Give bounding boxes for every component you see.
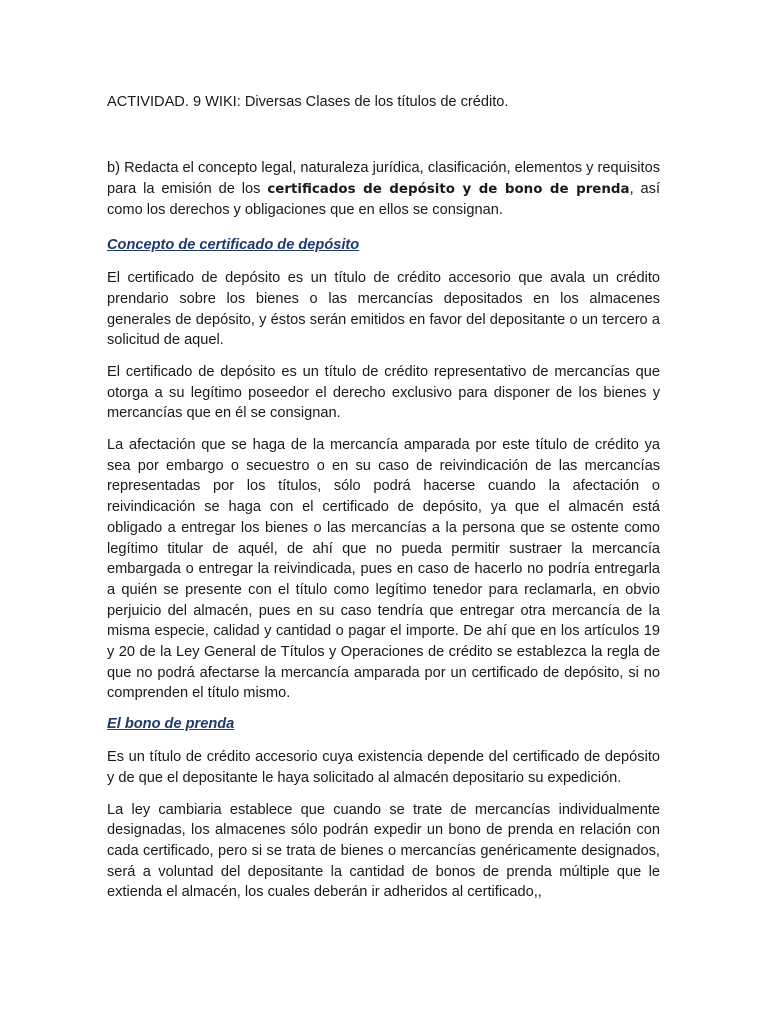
section-heading-bono-prenda: El bono de prenda xyxy=(107,716,235,733)
document-title: ACTIVIDAD. 9 WIKI: Diversas Clases de los títulos de crédito. xyxy=(107,94,509,110)
intro-bold-text: certificados de depósito y de bono de prenda xyxy=(267,181,630,197)
paragraph: Es un título de crédito accesorio cuya existencia depende del certificado de depósito y de que el depositante le haya solicitado al almacén depositario su expedición. xyxy=(107,749,660,786)
section-heading-certificado: Concepto de certificado de depósito xyxy=(107,237,360,254)
paragraph: El certificado de depósito es un título de crédito accesorio que avala un crédito prendario sobre los bienes o las mercancías depositados en los almacenes generales de depósito, y éstos serán emitidos en favor del depositante o un tercero a solicitud de aquel. xyxy=(107,270,660,349)
paragraph: El certificado de depósito es un título de crédito representativo de mercancías que otorga a su legítimo poseedor el derecho exclusivo para disponer de los bienes y mercancías que en él se consignan. xyxy=(107,363,660,422)
paragraph: La ley cambiaria establece que cuando se trate de mercancías individualmente designadas, los almacenes sólo podrán expedir un bono de prenda en relación con cada certificado, pero si se trata de bienes o mercancías genéricamente designados, será a voluntad del depositante la cantidad de bonos de prenda múltiple que le extienda el almacén, los cuales deberán ir adheridos al certificado,, xyxy=(107,801,660,901)
paragraph: La afectación que se haga de la mercancía amparada por este título de crédito ya sea por embargo o secuestro o en su caso de reivindicación de las mercancías representadas por los títulos, sólo podrá hacerse cuando la afectación o reivindicación se haga con el certificado de depósito, ya que el almacén está obligado a entregar los bienes o las mercancías a la persona que se ostente como legítimo titular de aquél, de ahí que no pueda permitir sustraer la mercancía embargada o entregar la reivindicada, pues en caso de hacerlo no podría entregarla a quién se presente con el título como legítimo tenedor para reclamarla, en obvio perjuicio del almacén, pues en su caso tendría que entregar otra mercancía de la misma especie, calidad y cantidad o pagar el importe. De ahí que en los artículos 19 y 20 de la Ley General de Títulos y Operaciones de crédito se establezca la regla de que no podrá afectarse la mercancía amparada por un certificado de depósito, si no comprenden el título mismo. xyxy=(107,437,660,702)
document-body xyxy=(107,92,660,903)
intro-text-end: , así como los derechos y obligaciones que en ellos se consignan. xyxy=(107,180,661,219)
intro-paragraph xyxy=(107,158,660,221)
intro-text: b) Redacta el concepto legal, naturaleza jurídica, clasificación, elementos y requisitos para la emisión de los xyxy=(107,160,660,197)
